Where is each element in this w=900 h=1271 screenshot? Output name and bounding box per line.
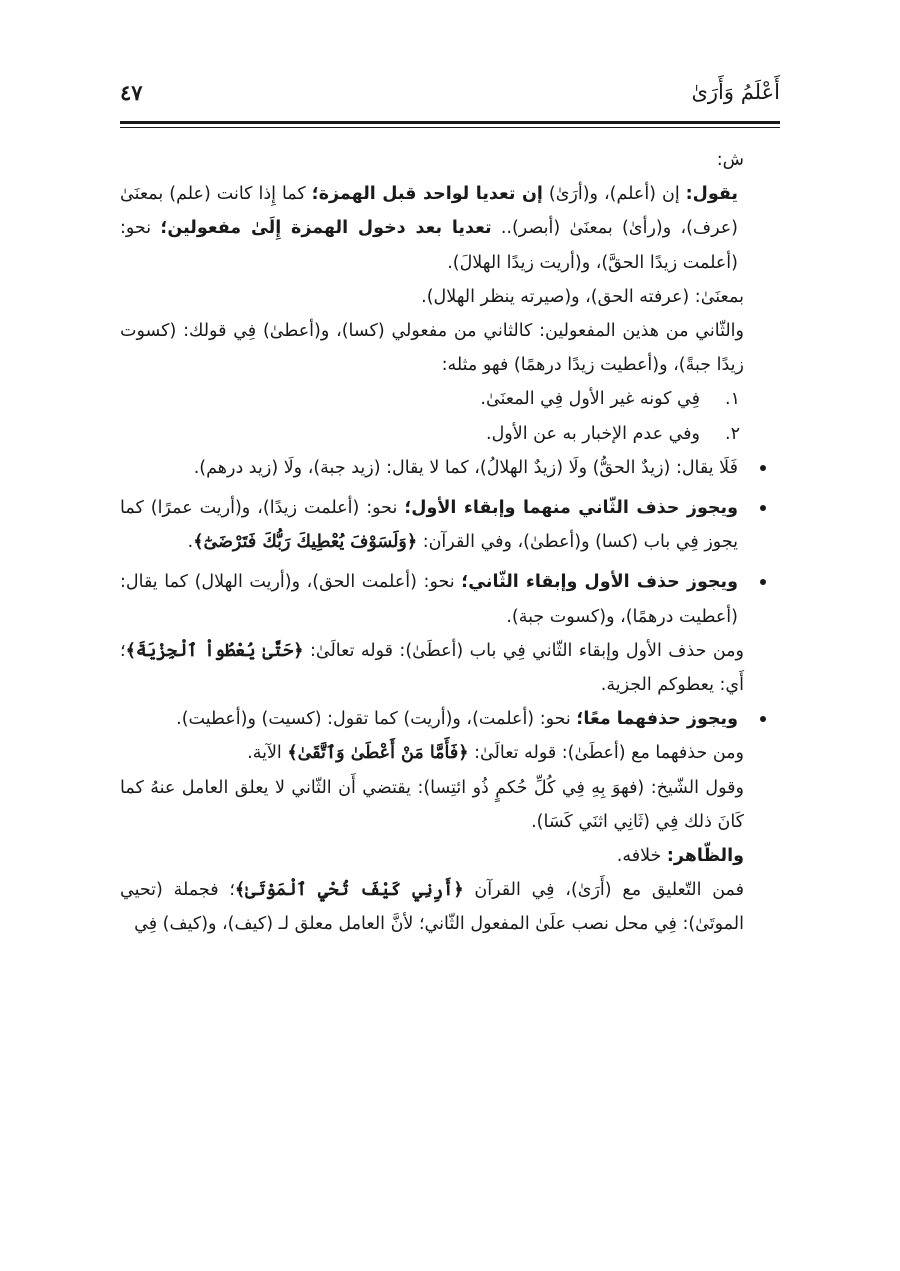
bold-rule: ويجوز حذفهما معًا؛ (576, 709, 738, 730)
bold-rule: ويجوز حذف الثّاني منهما وإبقاء الأول؛ (404, 498, 738, 519)
bullet-dot-icon (760, 579, 766, 585)
bold-term: والظّاهر: (666, 846, 744, 867)
text-span: ؛ فجملة (تحيي الموتَىٰ): فِي محل نصب علَىٰ المفعول الثّاني؛ لأنَّ العامل معلق لـ (كيف)، و(كيف) فِي (120, 880, 744, 935)
text-span: الآية. (247, 743, 288, 764)
text-span: ؛ أَي: يعطوكم الجزية. (120, 640, 744, 696)
explanation-marker: ش: (716, 150, 744, 170)
paragraph-sheikh: وقول الشّيخ: (فهوَ بِهِ فِي كُلِّ حُكمٍ ذُو ائتِسا): يقتضي أَن الثّاني لا يعلق العامل عنهُ كما كَانَ ذلك فِي (ثَانِي اثنَي كَسَا). (120, 777, 744, 832)
bold-rule: تعديا بعد دخول الهمزة إِلَىٰ مفعولين؛ (160, 218, 492, 239)
paragraph-yaqul (120, 177, 780, 280)
paragraph-jizya (120, 634, 780, 702)
bullet-text: نحو: (أعلمت زيدًا)، و(أريت عمرًا) كما يجوز فِي باب (كسا) و(أعطىٰ)، وفي القرآن: (120, 498, 738, 553)
page-content (120, 143, 780, 942)
bullet-dot-icon (760, 505, 766, 511)
quran-verse: ﴿حَتَّىٰ يُعْطُواْ ٱلْجِزْيَةَ﴾ (125, 640, 304, 661)
bullet-text: نحو: (أعلمت الحق)، و(أريت الهلال) كما يقال: (أعطيت درهمًا)، و(كسوت جبة). (120, 572, 738, 627)
header-rule-thick (120, 121, 780, 124)
bullet-item (120, 565, 780, 633)
quran-verse: ﴿وَلَسَوْفَ يُعْطِيكَ رَبُّكَ فَتَرْضَىٰٓ﴾ (193, 532, 418, 553)
bold-rule: ويجوز حذف الأول وإبقاء الثّاني؛ (461, 572, 738, 593)
paragraph-both-deleted (120, 736, 780, 770)
list-item-text: فِي كونه غير الأول فِي المعنَىٰ. (480, 389, 700, 410)
bullet-item (120, 451, 780, 485)
bullet-dot-icon (760, 465, 766, 471)
text-span: ومن حذفهما مع (أعطَىٰ): قوله تعالَىٰ: (468, 743, 744, 764)
bold-term: يقول: (685, 184, 738, 205)
text-span: نحو: (أعلمت زيدًا الحقَّ)، و(أريت زيدًا الهلالَ). (120, 218, 738, 273)
text-span: خلافه. (616, 846, 667, 867)
bullet-text: نحو: (أعلمت)، و(أريت) كما تقول: (كسيت) و(أعطيت). (176, 709, 577, 730)
bullet-text: فَلَا يقال: (زيدٌ الحقُّ) ولَا (زيدٌ الهلالُ)، كما لا يقال: (زيد جبة)، ولَا (زيد درهم). (193, 457, 738, 478)
list-number: ٢. (725, 423, 740, 444)
page-number: ٤٧ (120, 80, 143, 105)
paragraph-meaning: بمعنَىٰ: (عرفته الحق)، و(صيرته ينظر الهلال). (421, 286, 744, 307)
paragraph-taliq (120, 873, 780, 941)
text-span: ومن حذف الأول وإبقاء الثّاني فِي باب (أعطَىٰ): قوله تعالَىٰ: (303, 640, 745, 661)
paragraph-apparent (120, 839, 780, 873)
text-span: . (187, 532, 194, 553)
list-item (120, 382, 780, 416)
bullet-dot-icon (760, 716, 766, 722)
paragraph-second-object: والثّاني من هذين المفعولين: كالثاني من مفعولي (كسا)، و(أعطىٰ) فِي قولك: (كسوت زيدًا جبةً)، و(أعطيت زيدًا درهمًا) فهو مثله: (120, 321, 744, 376)
bold-rule: إن تعديا لواحد قبل الهمزة؛ (311, 184, 543, 205)
chapter-title: أَعْلَمُ وَأَرَىٰ (691, 80, 780, 104)
list-number: ١. (725, 389, 740, 410)
bullet-list (120, 451, 780, 634)
bullet-item (120, 702, 780, 736)
text-span: إن (أعلم)، و(أرَىٰ) (542, 184, 686, 205)
list-item (120, 417, 780, 451)
text-span: كما إِذا كانت (علم) بمعنَىٰ (عرف)، و(رأىٰ) بمعنَىٰ (أبصر).. (120, 184, 738, 239)
numbered-list (120, 382, 780, 450)
text-span: فمن التّعليق مع (أَرَىٰ)، فِي القرآن (463, 880, 744, 901)
list-item-text: وفي عدم الإخبار به عن الأول. (486, 423, 700, 444)
quran-verse: ﴿فَأَمَّا مَنْ أَعْطَىٰ وَٱتَّقَىٰ﴾ (287, 743, 469, 764)
bullet-list-2 (120, 702, 780, 736)
header-rule-thin (120, 127, 780, 128)
quran-verse: ﴿أَرِنِي كَيْفَ تُحْيِ ٱلْمَوْتَىٰ﴾ (234, 880, 464, 901)
running-header (120, 78, 780, 118)
bullet-item (120, 491, 780, 559)
